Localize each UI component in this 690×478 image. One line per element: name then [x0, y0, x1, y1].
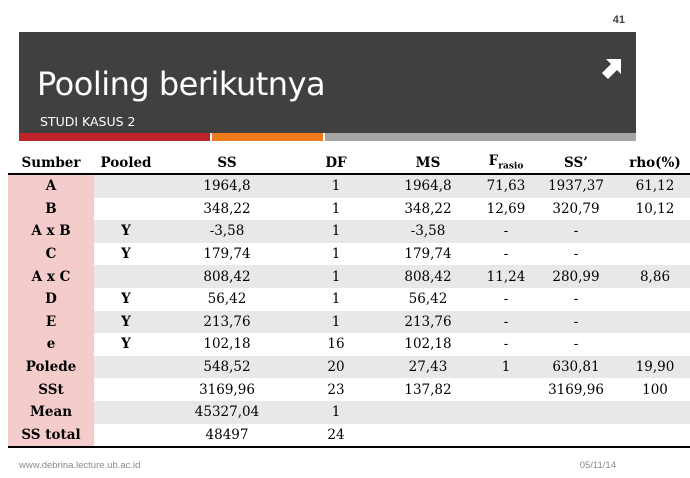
cell-df: 1: [296, 401, 376, 424]
cell-df: 1: [331, 200, 341, 217]
cell-pooled: Y: [121, 336, 131, 353]
table-row: [8, 174, 690, 198]
cell-rho: 19,90: [620, 356, 690, 379]
cell-f-rasio: 71,63: [480, 174, 532, 198]
cell-ms: 56,42: [408, 291, 448, 308]
cell-pooled: [94, 378, 158, 401]
table-row: [8, 333, 690, 356]
cell-ss: 48497: [158, 424, 296, 448]
cell-pooled: Y: [121, 291, 131, 308]
cell-ms: 348,22: [404, 200, 452, 217]
title-banner: [19, 32, 636, 133]
cell-ss: 179,74: [203, 246, 251, 263]
cell-pooled: Y: [94, 311, 158, 334]
cell-ss: 348,22: [203, 200, 251, 217]
cell-df: 1: [296, 311, 376, 334]
cell-ms: [376, 401, 480, 424]
accent-stripe-orange: [212, 133, 323, 141]
cell-df: 23: [327, 381, 345, 398]
cell-f-rasio: 1: [480, 356, 532, 379]
cell-rho: 10,12: [635, 200, 675, 217]
arrow-up-right-icon: [602, 56, 624, 78]
slide-title: Pooling berikutnya: [37, 65, 326, 103]
cell-ss-prime: 1937,37: [532, 174, 620, 198]
cell-df: 16: [327, 336, 345, 353]
header-rho: rho(%): [620, 152, 690, 174]
cell-ss: 45327,04: [158, 401, 296, 424]
cell-pooled: [94, 198, 158, 221]
cell-ss: -3,58: [158, 220, 296, 243]
cell-rho: [620, 311, 690, 334]
cell-df: 1: [296, 174, 376, 198]
cell-sumber: Polede: [8, 356, 94, 379]
table-row: [8, 265, 690, 288]
cell-f-rasio: [480, 424, 532, 448]
cell-ms: 808,42: [376, 265, 480, 288]
cell-sumber: C: [8, 243, 94, 266]
slide-subtitle: STUDI KASUS 2: [40, 114, 136, 129]
table-row: [8, 424, 690, 448]
accent-stripe-gray: [325, 133, 636, 141]
cell-ss-prime: -: [573, 246, 579, 263]
cell-f-rasio: -: [480, 220, 532, 243]
header-ss: SS: [158, 152, 296, 174]
table-row: [8, 220, 690, 243]
header-df: DF: [296, 152, 376, 174]
cell-rho: 8,86: [620, 265, 690, 288]
anova-table: [8, 152, 690, 448]
cell-ss-prime: -: [532, 220, 620, 243]
cell-f-rasio: 12,69: [486, 200, 526, 217]
cell-df: 1: [331, 246, 341, 263]
table-row: [8, 198, 690, 221]
cell-ms: 137,82: [404, 381, 452, 398]
cell-df: 24: [296, 424, 376, 448]
cell-ss-prime: [532, 401, 620, 424]
cell-pooled: Y: [121, 246, 131, 263]
cell-ss: 548,52: [158, 356, 296, 379]
cell-ss: 808,42: [158, 265, 296, 288]
table-header-row: [8, 152, 690, 174]
cell-ss: 102,18: [203, 336, 251, 353]
cell-ss-prime: -: [532, 311, 620, 334]
cell-sumber: SSt: [8, 378, 94, 401]
cell-ms: 179,74: [404, 246, 452, 263]
cell-f-rasio: -: [503, 291, 509, 308]
cell-pooled: [94, 401, 158, 424]
cell-ss-prime: 630,81: [532, 356, 620, 379]
cell-pooled: Y: [94, 220, 158, 243]
accent-stripe-red: [19, 133, 210, 141]
cell-ss-prime: 3169,96: [548, 381, 604, 398]
cell-ms: [376, 424, 480, 448]
cell-df: 20: [296, 356, 376, 379]
header-f-rasio: $F_{rasio}$: [480, 152, 532, 174]
cell-f-rasio: [480, 401, 532, 424]
cell-f-rasio: -: [503, 336, 509, 353]
cell-sumber: E: [8, 311, 94, 334]
footer-date: 05/11/14: [579, 460, 616, 471]
cell-f-rasio: -: [503, 246, 509, 263]
header-ms: MS: [376, 152, 480, 174]
cell-ms: 213,76: [376, 311, 480, 334]
cell-pooled: [94, 356, 158, 379]
cell-sumber: SS total: [8, 424, 94, 448]
table-row: [8, 311, 690, 334]
cell-f-rasio: -: [480, 311, 532, 334]
cell-ss-prime: -: [573, 291, 579, 308]
cell-sumber: Mean: [8, 401, 94, 424]
cell-ms: 27,43: [376, 356, 480, 379]
cell-rho: [620, 243, 690, 266]
cell-ss: 3169,96: [199, 381, 255, 398]
cell-pooled: [94, 174, 158, 198]
cell-sumber: e: [8, 333, 94, 356]
cell-df: 1: [296, 265, 376, 288]
table-row: [8, 288, 690, 311]
cell-rho: 100: [642, 381, 668, 398]
cell-df: 1: [296, 220, 376, 243]
header-sumber: Sumber: [8, 152, 94, 174]
cell-rho: [620, 424, 690, 448]
cell-sumber: D: [8, 288, 94, 311]
cell-ss: 56,42: [207, 291, 247, 308]
cell-ss: 213,76: [158, 311, 296, 334]
cell-f-rasio: [480, 378, 532, 401]
cell-sumber: A x C: [8, 265, 94, 288]
cell-ss-prime: 280,99: [532, 265, 620, 288]
cell-rho: [620, 288, 690, 311]
cell-ss-prime: 320,79: [552, 200, 600, 217]
cell-rho: [620, 220, 690, 243]
cell-rho: [620, 401, 690, 424]
table-row: [8, 356, 690, 379]
cell-pooled: [94, 265, 158, 288]
cell-sumber: B: [8, 198, 94, 221]
cell-sumber: A x B: [8, 220, 94, 243]
cell-ss-prime: [532, 424, 620, 448]
table-row: [8, 378, 690, 401]
cell-sumber: A: [8, 174, 94, 198]
cell-df: 1: [331, 291, 341, 308]
page-number: 41: [612, 14, 625, 26]
header-ss-prime: SS’: [532, 152, 620, 174]
cell-ms: -3,58: [376, 220, 480, 243]
cell-f-rasio: 11,24: [480, 265, 532, 288]
cell-rho: [620, 333, 690, 356]
cell-ss: 1964,8: [158, 174, 296, 198]
table-row: [8, 243, 690, 266]
table-row: [8, 401, 690, 424]
cell-pooled: [94, 424, 158, 448]
header-pooled: Pooled: [94, 152, 158, 174]
cell-ss-prime: -: [573, 336, 579, 353]
cell-rho: 61,12: [620, 174, 690, 198]
cell-ms: 102,18: [404, 336, 452, 353]
cell-ms: 1964,8: [376, 174, 480, 198]
footer-url: www.debrina.lecture.ub.ac.id: [19, 460, 141, 471]
